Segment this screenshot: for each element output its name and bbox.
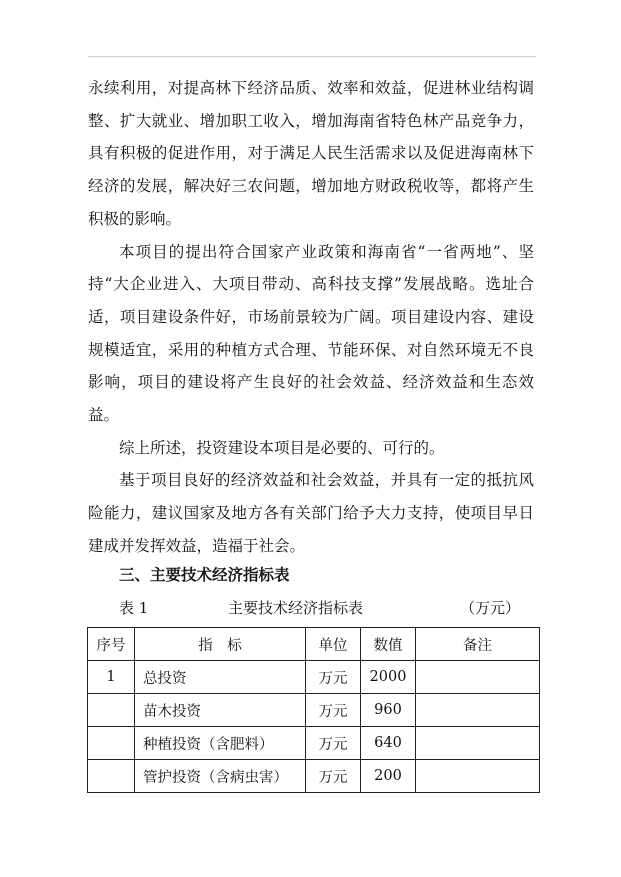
table-row [88,661,540,694]
table-caption-unit: （万元） [460,599,521,617]
cell-value: 200 [361,760,416,793]
cell-remark [416,727,540,760]
cell-remark [416,661,540,694]
header-value: 数值 [361,628,416,661]
table-caption-label: 表 1 [119,599,149,617]
header-indicator: 指 标 [135,628,306,661]
table-row [88,694,540,727]
table-header-row [88,628,540,661]
page-header-rule [88,56,536,57]
table-caption-title: 主要技术经济指标表 [228,599,364,617]
cell-unit: 万元 [306,727,361,760]
paragraph-2: 本项目的提出符合国家产业政策和海南省“一省两地”、坚持“大企业进入、大项目带动、高科技支撑”发展战略。选址合适，项目建设条件好，市场前景较为广阔。项目建设内容、建设规模适宜，采用的种植方式合理、节能环保、对自然环境无不良影响，项目的建设将产生良好的社会效益、经济效益和生态效益。 [88,242,534,425]
body-text-block-1 [88,72,534,563]
cell-remark [416,760,540,793]
paragraph-3: 综上所述，投资建设本项目是必要的、可行的。 [119,438,445,457]
cell-indicator: 管护投资（含病虫害） [135,760,306,793]
cell-value: 640 [361,727,416,760]
header-index: 序号 [88,628,135,661]
cell-index [88,694,135,727]
cell-index [88,727,135,760]
cell-remark [416,694,540,727]
cell-unit: 万元 [306,694,361,727]
cell-indicator: 种植投资（含肥料） [135,727,306,760]
metrics-table [87,627,540,793]
cell-unit: 万元 [306,760,361,793]
header-remark: 备注 [416,628,540,661]
paragraph-1: 永续利用，对提高林下经济品质、效率和效益，促进林业结构调整、扩大就业、增加职工收入，增加海南省特色林产品竞争力，具有积极的促进作用，对于满足人民生活需求以及促进海南林下经济的发展，解决好三农问题，增加地方财政税收等，都将产生积极的影响。 [88,79,534,228]
cell-index: 1 [88,661,135,694]
section-heading: 三、主要技术经济指标表 [119,566,290,584]
cell-indicator: 总投资 [135,661,306,694]
cell-unit: 万元 [306,661,361,694]
paragraph-4: 基于项目良好的经济效益和社会效益，并具有一定的抵抗风险能力，建议国家及地方各有关部门给予大力支持，使项目早日建成并发挥效益，造福于社会。 [88,471,534,555]
cell-value: 960 [361,694,416,727]
cell-index [88,760,135,793]
cell-indicator: 苗木投资 [135,694,306,727]
cell-value: 2000 [361,661,416,694]
table-row [88,727,540,760]
table-row [88,760,540,793]
header-unit: 单位 [306,628,361,661]
